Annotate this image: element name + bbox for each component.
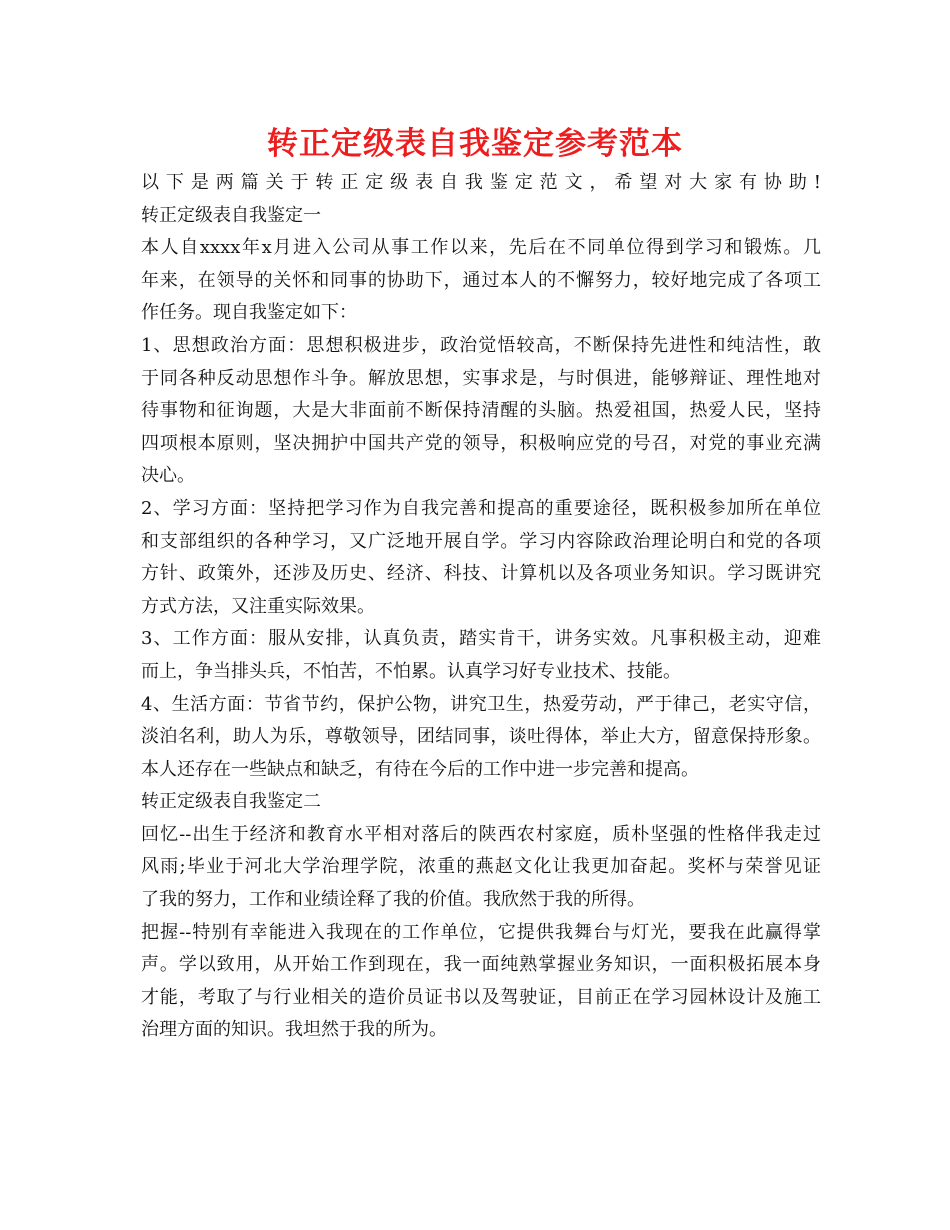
body-line: 淡泊名利，助人为乐，尊敬领导，团结同事，谈吐得体，举止大方，留意保持形象。 — [141, 726, 821, 748]
body-line: 决心。 — [141, 465, 195, 487]
body-line: 本人自xxxx年x月进入公司从事工作以来，先后在不同单位得到学习和锻炼。几 — [141, 237, 821, 259]
body-line: 回忆--出生于经济和教育水平相对落后的陕西农村家庭，质朴坚强的性格伴我走过 — [141, 823, 821, 845]
body-line: 1、思想政治方面：思想积极进步，政治觉悟较高，不断保持先进性和纯洁性，敢 — [141, 334, 821, 356]
body-line: 本人还存在一些缺点和缺乏，有待在今后的工作中进一步完善和提高。 — [141, 758, 699, 780]
body-line: 2、学习方面：坚持把学习作为自我完善和提高的重要途径，既积极参加所在单位 — [141, 497, 821, 519]
body-line: 方针、政策外，还涉及历史、经济、科技、计算机以及各项业务知识。学习既讲究 — [141, 563, 821, 585]
document-title: 转正定级表自我鉴定参考范本 — [267, 126, 683, 162]
body-line: 风雨;毕业于河北大学治理学院，浓重的燕赵文化让我更加奋起。奖杯与荣誉见证 — [141, 856, 821, 878]
body-line: 4、生活方面：节省节约，保护公物，讲究卫生，热爱劳动，严于律己，老实守信， — [141, 693, 821, 715]
body-line: 转正定级表自我鉴定二 — [141, 791, 321, 813]
body-line: 才能，考取了与行业相关的造价员证书以及驾驶证，目前正在学习园林设计及施工 — [141, 986, 821, 1008]
body-line: 声。学以致用，从开始工作到现在，我一面纯熟掌握业务知识，一面积极拓展本身 — [141, 954, 821, 976]
body-line: 转正定级表自我鉴定一 — [141, 204, 321, 226]
body-line: 年来，在领导的关怀和同事的协助下，通过本人的不懈努力，较好地完成了各项工 — [141, 269, 821, 291]
body-line: 以下是两篇关于转正定级表自我鉴定范文，希望对大家有协助! — [141, 172, 821, 193]
body-line: 于同各种反动思想作斗争。解放思想，实事求是，与时俱进，能够辩证、理性地对 — [141, 367, 821, 389]
body-line: 治理方面的知识。我坦然于我的所为。 — [141, 1019, 447, 1041]
body-line: 而上，争当排头兵，不怕苦，不怕累。认真学习好专业技术、技能。 — [141, 660, 681, 682]
body-line: 了我的努力，工作和业绩诠释了我的价值。我欣然于我的所得。 — [141, 889, 645, 911]
body-line: 把握--特别有幸能进入我现在的工作单位，它提供我舞台与灯光，要我在此赢得掌 — [141, 921, 821, 943]
body-line: 四项根本原则，坚决拥护中国共产党的领导，积极响应党的号召，对党的事业充满 — [141, 432, 821, 454]
body-line: 方式方法，又注重实际效果。 — [141, 595, 375, 617]
body-line: 作任务。现自我鉴定如下： — [141, 302, 357, 324]
document-body — [141, 167, 821, 1047]
body-line: 待事物和征询题，大是大非面前不断保持清醒的头脑。热爱祖国，热爱人民，坚持 — [141, 400, 821, 422]
body-line: 和支部组织的各种学习，又广泛地开展自学。学习内容除政治理论明白和党的各项 — [141, 530, 821, 552]
body-line: 3、工作方面：服从安排，认真负责，踏实肯干，讲务实效。凡事积极主动，迎难 — [141, 628, 821, 650]
